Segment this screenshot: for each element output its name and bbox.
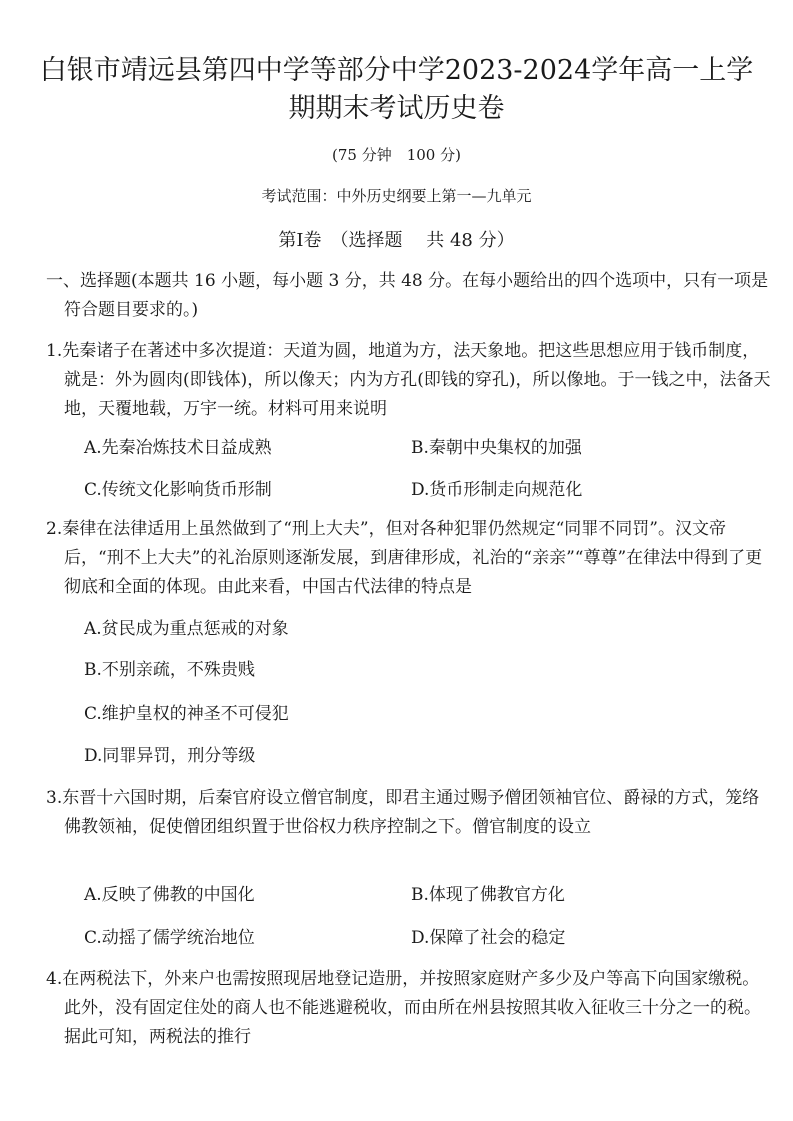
question-1-text: 1.先秦诸子在著述中多次提道：天道为圆，地道为方，法天象地。把这些思想应用于钱币制度，就是：外为圆肉(即钱体)，所以像天；内为方孔(即钱的穿孔)，所以像地。于一钱之中，法备天地，天覆地载，万宇一统。材料可用来说明: [46, 341, 771, 419]
question-1-option-a: A.先秦冶炼技术日益成熟: [84, 438, 272, 458]
question-4-text: 4.在两税法下，外来户也需按照现居地登记造册，并按照家庭财产多少及户等高下向国家缴税。此外，没有固定住处的商人也不能逃避税收，而由所在州县按照其收入征收三十分之一的税。据此可知，两税法的推行: [46, 969, 761, 1047]
question-3-option-a: A.反映了佛教的中国化: [84, 885, 255, 905]
question-2-option-d: D.同罪异罚，刑分等级: [84, 746, 256, 766]
question-2-text: 2.秦律在法律适用上虽然做到了“刑上大夫”，但对各种犯罪仍然规定“同罪不同罚”。汉文帝后，“刑不上大夫”的礼治原则逐渐发展，到唐律形成，礼治的“亲亲”“尊尊”在律法中得到了更彻底和全面的体现。由此来看，中国古代法律的特点是: [46, 519, 763, 597]
section-title: 第Ⅰ卷 （选择题 共 48 分）: [278, 230, 515, 251]
exam-scope: 考试范围：中外历史纲要上第一—九单元: [261, 187, 532, 205]
question-2-option-a: A.贫民成为重点惩戒的对象: [84, 619, 289, 639]
question-1-option-b: B.秦朝中央集权的加强: [411, 438, 582, 458]
question-3-option-b: B.体现了佛教官方化: [411, 885, 565, 905]
question-1-option-c: C.传统文化影响货币形制: [84, 480, 272, 500]
question-2-option-b: B.不别亲疏，不殊贵贱: [84, 660, 255, 680]
question-1-option-d: D.货币形制走向规范化: [411, 480, 583, 500]
exam-time-score: (75 分钟 100 分): [332, 146, 461, 164]
question-3-option-c: C.动摇了儒学统治地位: [84, 928, 255, 948]
question-3-text: 3.东晋十六国时期，后秦官府设立僧官制度，即君主通过赐予僧团领袖官位、爵禄的方式，笼络佛教领袖，促使僧团组织置于世俗权力秩序控制之下。僧官制度的设立: [46, 788, 760, 837]
question-2-option-c: C.维护皇权的神圣不可侵犯: [84, 704, 289, 724]
instructions: 一、选择题(本题共 16 小题，每小题 3 分，共 48 分。在每小题给出的四个选项中，只有一项是符合题目要求的。): [46, 271, 769, 320]
question-3-option-d: D.保障了社会的稳定: [411, 928, 566, 948]
exam-title-line-2: 期期末考试历史卷: [288, 93, 505, 124]
exam-title-line-1: 白银市靖远县第四中学等部分中学2023-2024学年高一上学: [39, 55, 754, 86]
